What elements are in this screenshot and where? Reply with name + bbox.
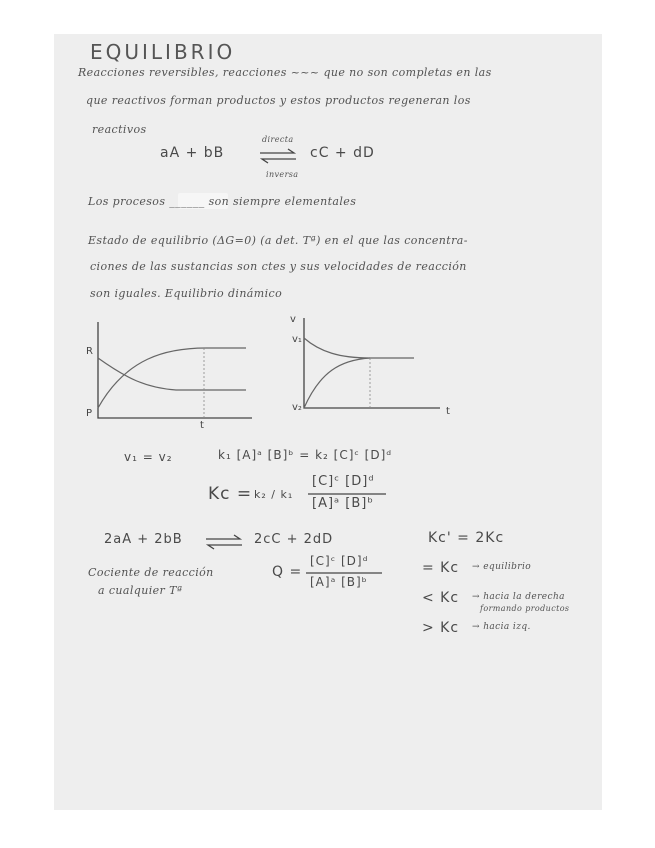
condition-less-symbol: < Kc <box>422 590 460 606</box>
quotient-denominator: [A]ᵃ [B]ᵇ <box>310 575 368 589</box>
rate-time-graph <box>290 312 450 422</box>
doubled-reactants: 2aA + 2bB <box>104 532 183 547</box>
equilibrium-arrows-icon <box>258 148 298 164</box>
condition-equal-symbol: = Kc <box>422 560 460 576</box>
doubled-products: 2cC + 2dD <box>254 532 334 547</box>
graph2-y-label: v <box>290 314 296 325</box>
intro-line-3: reactivos <box>92 123 147 136</box>
kc-numerator: [C]ᶜ [D]ᵈ <box>312 474 375 489</box>
graph1-bottom-label: P <box>86 408 93 419</box>
forward-rate-curve <box>304 338 414 358</box>
doubled-equilibrium-arrows-icon <box>204 534 244 550</box>
elementary-note: Los procesos ______ son siempre elementales <box>88 195 357 208</box>
graph2-upper-label: v₁ <box>292 334 302 345</box>
concentration-time-graph <box>86 318 256 431</box>
definition-line-3: son iguales. Equilibrio dinámico <box>90 287 283 300</box>
quotient-label-1: Cociente de reacción <box>88 566 214 579</box>
graph1-top-label: R <box>86 346 93 357</box>
condition-greater-symbol: > Kc <box>422 620 460 636</box>
quotient-numerator: [C]ᶜ [D]ᵈ <box>310 554 369 568</box>
rate-equation: k₁ [A]ᵃ [B]ᵇ = k₂ [C]ᶜ [D]ᵈ <box>218 448 393 462</box>
intro-line-1: Reacciones reversibles, reacciones ~~~ que no son completas en las <box>78 66 492 79</box>
definition-line-1: Estado de equilibrio (ΔG=0) (a det. Tª) en el que las concentra- <box>88 234 468 247</box>
graph1-x-label: t <box>200 420 204 431</box>
condition-greater-result: → hacia izq. <box>472 622 531 632</box>
definition-line-2: ciones de las sustancias son ctes y sus velocidades de reacción <box>90 260 467 273</box>
kc-ratio: k₂ / k₁ <box>254 488 294 501</box>
reactant-curve <box>98 358 246 390</box>
reaction-reactants: aA + bB <box>160 145 225 161</box>
forward-label: directa <box>262 135 294 144</box>
page-title: EQUILIBRIO <box>90 40 236 64</box>
graph2-x-label: t <box>446 406 450 417</box>
quotient-lhs: Q = <box>272 564 303 580</box>
doubled-constant: Kc' = 2Kc <box>428 530 505 546</box>
condition-less-result: → hacia la derecha <box>472 592 565 602</box>
kc-label: Kc = <box>208 484 253 504</box>
reaction-products: cC + dD <box>310 145 375 161</box>
rates-equal: v₁ = v₂ <box>124 450 173 464</box>
reverse-label: inversa <box>266 170 299 179</box>
kc-denominator: [A]ᵃ [B]ᵇ <box>312 496 374 511</box>
condition-equal-result: → equilibrio <box>472 562 532 572</box>
quotient-label-2: a cualquier Tª <box>98 584 183 597</box>
product-curve <box>98 348 246 408</box>
graph2-lower-label: v₂ <box>292 402 302 413</box>
reverse-rate-curve <box>304 358 370 408</box>
condition-less-note: formando productos <box>480 604 570 613</box>
intro-line-2: que reactivos forman productos y estos productos regeneran los <box>86 94 471 107</box>
